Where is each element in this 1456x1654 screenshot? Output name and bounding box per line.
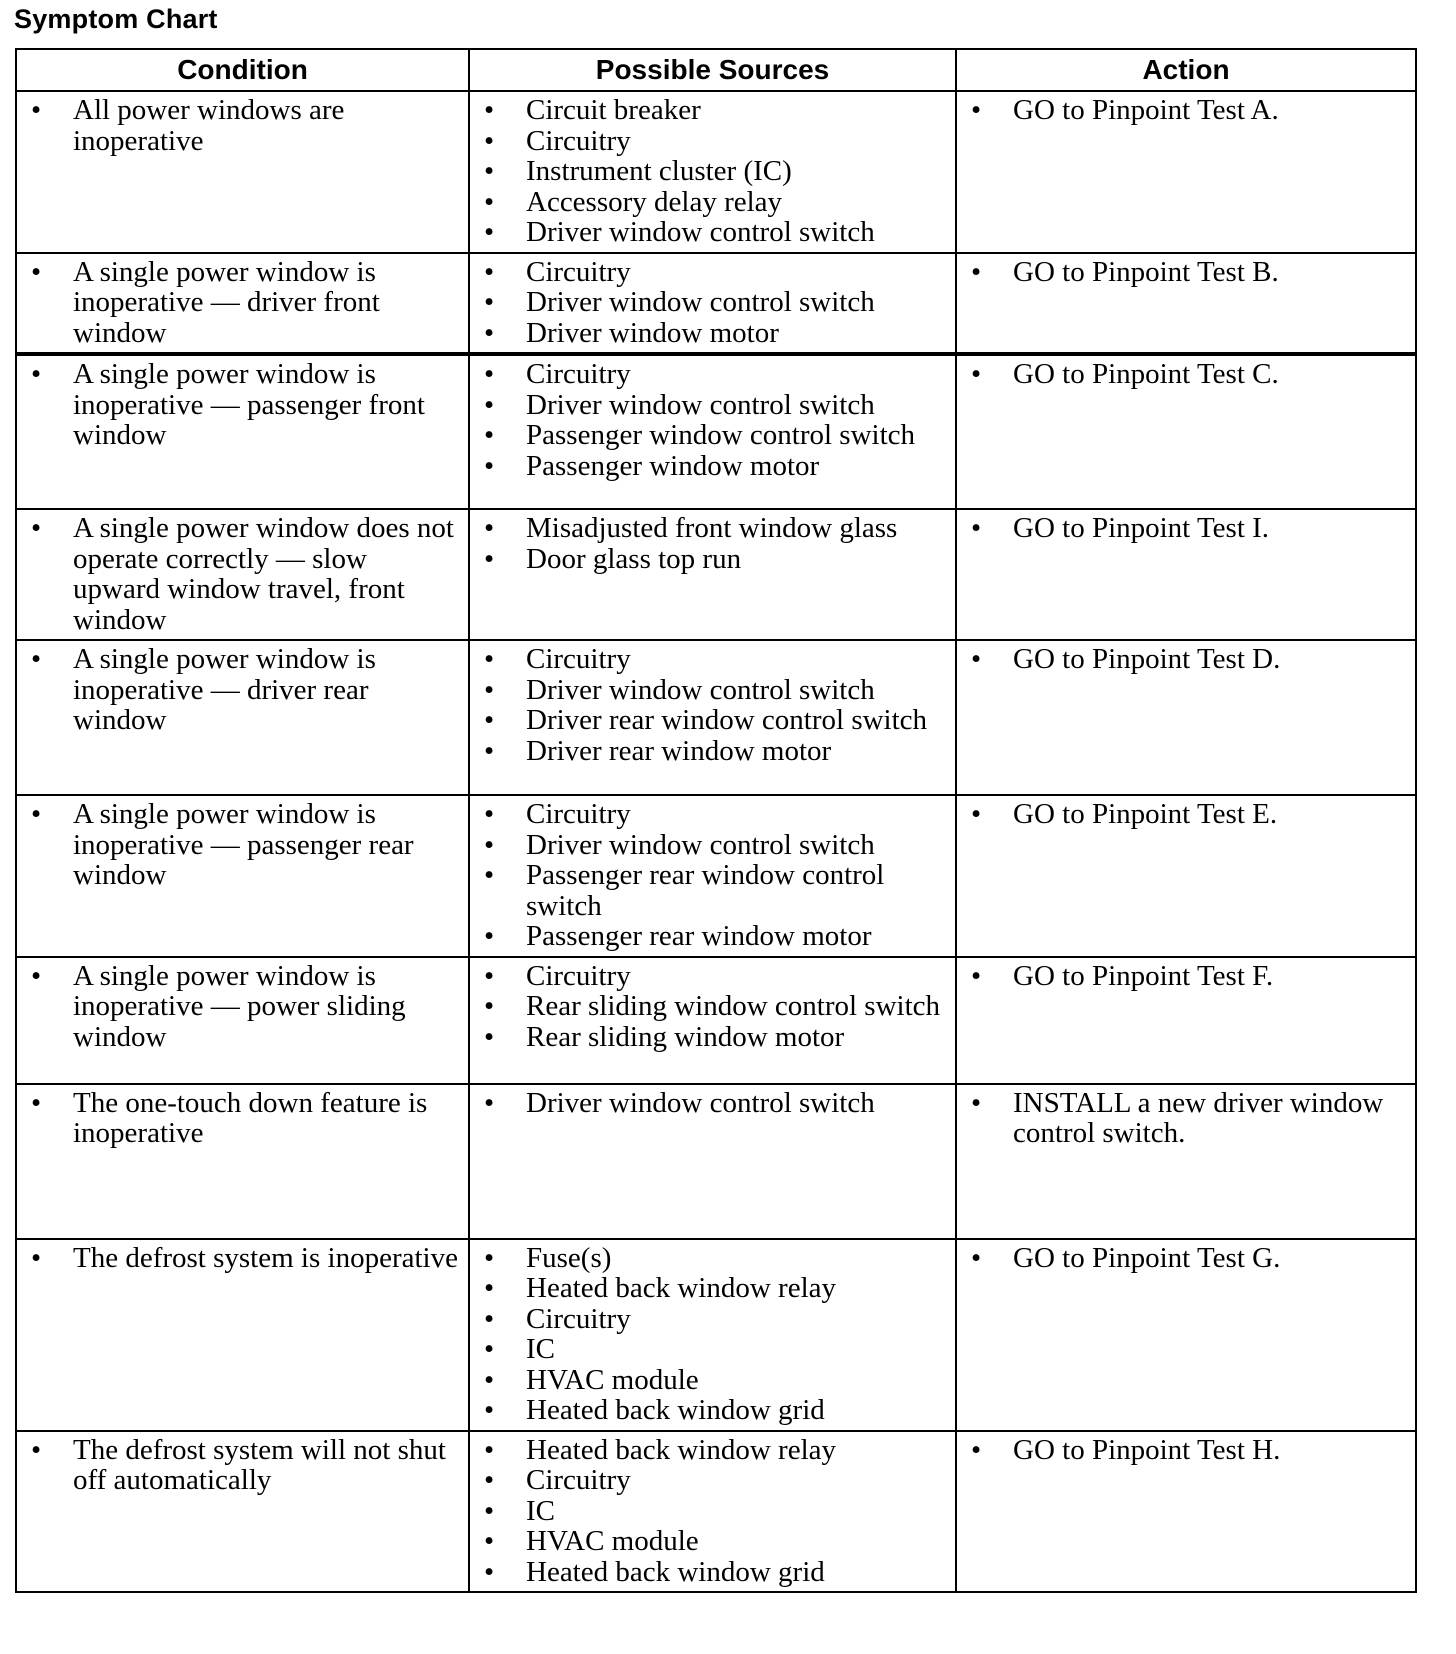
bullet-icon: • [31,1433,42,1466]
source-item [478,513,947,544]
bullet-icon: • [484,1020,495,1053]
bullet-icon: • [971,798,982,830]
action-item [965,1435,1407,1466]
source-item [478,544,947,575]
source-item [478,390,947,421]
sources-list [478,95,947,248]
bullet-icon: • [484,1525,495,1557]
source-item [478,921,947,952]
condition-list [25,95,460,156]
source-item [478,1496,947,1527]
bullet-icon: • [484,1494,495,1527]
source-item-text: Driver window control switch [526,286,875,318]
bullet-icon: • [484,959,495,992]
bullet-icon: • [971,959,982,992]
action-cell [956,795,1416,957]
bullet-icon: • [31,512,42,544]
bullet-icon: • [484,673,495,706]
condition-item [25,799,460,891]
possible-sources-cell [469,795,956,957]
bullet-icon: • [971,94,982,126]
bullet-icon: • [484,990,495,1022]
bullet-icon: • [484,1302,495,1335]
source-item-text: Driver window control switch [526,1086,875,1119]
condition-cell [16,253,469,355]
bullet-icon: • [971,643,982,675]
source-item-text: Accessory delay relay [526,185,783,218]
bullet-icon: • [31,94,42,126]
source-item-text: Heated back window grid [526,1394,825,1426]
condition-item-text: The defrost system is inoperative [73,1241,458,1274]
bullet-icon: • [484,1272,495,1304]
source-item [478,830,947,861]
condition-cell [16,1431,469,1593]
bullet-icon: • [484,704,495,736]
condition-item-text: A single power window is inoperative — driver front window [73,255,380,349]
possible-sources-cell [469,253,956,355]
table-row [16,957,1416,1084]
condition-list [25,257,460,349]
action-item-text: GO to Pinpoint Test H. [1013,1433,1281,1466]
source-item-text: Heated back window relay [526,1433,837,1466]
source-item [478,1435,947,1466]
source-item [478,420,947,451]
source-item [478,1395,947,1426]
action-item-text: INSTALL a new driver window control switch. [1013,1086,1384,1149]
condition-item [25,1088,460,1149]
bullet-icon: • [31,959,42,992]
source-item [478,675,947,706]
bullet-icon: • [484,316,495,349]
bullet-icon: • [484,419,495,451]
bullet-icon: • [484,185,495,218]
bullet-icon: • [484,1394,495,1426]
source-item [478,95,947,126]
condition-item [25,257,460,349]
sources-list [478,513,947,574]
table-row [16,795,1416,957]
source-item [478,187,947,218]
action-list [965,359,1407,390]
condition-cell [16,1239,469,1431]
source-item [478,1465,947,1496]
source-item-text: Passenger rear window control switch [526,859,885,922]
bullet-icon: • [971,1433,982,1466]
condition-cell [16,957,469,1084]
page-title: Symptom Chart [14,4,218,34]
action-item [965,799,1407,830]
condition-list [25,1243,460,1274]
action-cell [956,957,1416,1084]
action-item [965,257,1407,288]
condition-cell [16,795,469,957]
source-item-text: Circuitry [526,255,631,288]
action-item-text: GO to Pinpoint Test E. [1013,798,1278,830]
condition-list [25,799,460,891]
source-item-text: Circuitry [526,798,631,830]
condition-item-text: A single power window is inoperative — passenger front window [73,358,425,451]
action-list [965,1435,1407,1466]
condition-item-text: A single power window is inoperative — passenger rear window [73,798,414,891]
source-item-text: Driver window control switch [526,216,875,248]
condition-item [25,961,460,1053]
bullet-icon: • [484,255,495,288]
source-item [478,156,947,187]
action-cell [956,253,1416,355]
bullet-icon: • [971,512,982,544]
condition-cell [16,640,469,795]
condition-item [25,644,460,736]
source-item [478,991,947,1022]
bullet-icon: • [31,798,42,830]
source-item [478,1334,947,1365]
bullet-icon: • [484,155,495,187]
source-item-text: Rear sliding window control switch [526,990,941,1022]
table-row [16,253,1416,355]
possible-sources-cell [469,509,956,640]
action-item-text: GO to Pinpoint Test F. [1013,959,1274,992]
condition-list [25,1088,460,1149]
condition-item-text: A single power window does not operate correctly — slow upward window travel, front window [73,512,454,636]
source-item [478,217,947,248]
action-list [965,1243,1407,1274]
condition-list [25,961,460,1053]
source-item [478,287,947,318]
possible-sources-header: Possible Sources [469,49,956,91]
condition-list [25,359,460,451]
action-list [965,799,1407,830]
action-list [965,513,1407,544]
source-item-text: Passenger window motor [526,449,820,482]
condition-item [25,513,460,635]
source-item-text: Circuitry [526,124,631,157]
action-cell [956,1431,1416,1593]
possible-sources-cell [469,1239,956,1431]
source-item [478,799,947,830]
source-item [478,1365,947,1396]
bullet-icon: • [484,1555,495,1588]
bullet-icon: • [971,358,982,390]
sources-list [478,799,947,952]
action-cell [956,1084,1416,1239]
source-item-text: HVAC module [526,1525,699,1557]
sources-list [478,961,947,1053]
condition-cell [16,91,469,253]
possible-sources-cell [469,1084,956,1239]
action-cell [956,509,1416,640]
bullet-icon: • [484,798,495,830]
source-item [478,1088,947,1119]
bullet-icon: • [484,286,495,318]
source-item-text: Rear sliding window motor [526,1020,845,1053]
condition-cell [16,354,469,509]
bullet-icon: • [484,449,495,482]
source-item-text: Door glass top run [526,542,742,575]
action-item [965,1243,1407,1274]
source-item-text: Driver rear window control switch [526,704,928,736]
condition-item [25,1435,460,1496]
condition-item [25,1243,460,1274]
source-item-text: Passenger rear window motor [526,920,872,952]
source-item [478,1304,947,1335]
action-item [965,95,1407,126]
source-item-text: Driver window control switch [526,388,875,421]
header-row [16,49,1416,91]
bullet-icon: • [31,643,42,675]
table-row [16,1431,1416,1593]
action-item-text: GO to Pinpoint Test D. [1013,643,1281,675]
source-item-text: Circuitry [526,959,631,992]
bullet-icon: • [484,358,495,390]
bullet-icon: • [484,1086,495,1119]
sources-list [478,1088,947,1119]
source-item-text: Circuit breaker [526,94,701,126]
table-row [16,1239,1416,1431]
possible-sources-cell [469,91,956,253]
source-item [478,359,947,390]
condition-list [25,513,460,635]
bullet-icon: • [484,512,495,544]
source-item [478,1526,947,1557]
source-item [478,1557,947,1588]
bullet-icon: • [484,216,495,248]
action-item [965,644,1407,675]
source-item [478,1273,947,1304]
action-item-text: GO to Pinpoint Test A. [1013,94,1279,126]
bullet-icon: • [31,255,42,288]
condition-list [25,644,460,736]
bullet-icon: • [484,94,495,126]
source-item-text: Passenger window control switch [526,419,916,451]
action-list [965,95,1407,126]
source-item [478,1243,947,1274]
sources-list [478,257,947,349]
source-item [478,736,947,767]
table-row [16,1084,1416,1239]
possible-sources-cell [469,354,956,509]
condition-cell [16,1084,469,1239]
condition-header: Condition [16,49,469,91]
action-cell [956,1239,1416,1431]
bullet-icon: • [31,1241,42,1274]
source-item-text: Circuitry [526,643,631,675]
possible-sources-cell [469,640,956,795]
condition-list [25,1435,460,1496]
bullet-icon: • [484,124,495,157]
action-item [965,359,1407,390]
table-row [16,91,1416,253]
source-item-text: Driver window motor [526,316,779,349]
source-item-text: Driver window control switch [526,673,875,706]
sources-list [478,1435,947,1588]
possible-sources-cell [469,1431,956,1593]
condition-item [25,95,460,156]
source-item [478,126,947,157]
action-cell [956,91,1416,253]
bullet-icon: • [484,828,495,861]
source-item [478,961,947,992]
bullet-icon: • [484,1363,495,1396]
source-item [478,705,947,736]
bullet-icon: • [484,734,495,767]
source-item-text: IC [526,1333,555,1365]
sources-list [478,644,947,766]
bullet-icon: • [971,255,982,288]
source-item-text: Misadjusted front window glass [526,512,898,544]
action-item [965,1088,1407,1149]
condition-item-text: The defrost system will not shut off automatically [73,1433,446,1496]
condition-item-text: The one-touch down feature is inoperative [73,1086,428,1149]
bullet-icon: • [484,859,495,891]
action-item-text: GO to Pinpoint Test B. [1013,255,1279,288]
bullet-icon: • [484,643,495,675]
bullet-icon: • [31,358,42,390]
source-item-text: Instrument cluster (IC) [526,155,792,187]
bullet-icon: • [484,1333,495,1365]
source-item [478,318,947,349]
action-list [965,644,1407,675]
source-item [478,644,947,675]
action-list [965,257,1407,288]
action-list [965,961,1407,992]
action-cell [956,354,1416,509]
source-item-text: HVAC module [526,1363,699,1396]
bullet-icon: • [484,388,495,421]
source-item-text: Circuitry [526,1302,631,1335]
source-item-text: Circuitry [526,358,631,390]
source-item-text: IC [526,1494,555,1527]
bullet-icon: • [971,1086,982,1119]
symptom-chart-table [15,48,1417,1593]
condition-item-text: All power windows are inoperative [73,94,345,157]
possible-sources-cell [469,957,956,1084]
source-item-text: Driver window control switch [526,828,875,861]
source-item [478,1022,947,1053]
action-list [965,1088,1407,1149]
sources-list [478,1243,947,1426]
condition-item [25,359,460,451]
bullet-icon: • [484,542,495,575]
condition-item-text: A single power window is inoperative — power sliding window [73,959,406,1053]
source-item [478,451,947,482]
condition-item-text: A single power window is inoperative — driver rear window [73,643,376,736]
source-item-text: Heated back window grid [526,1555,825,1588]
action-item [965,513,1407,544]
bullet-icon: • [31,1086,42,1119]
action-item-text: GO to Pinpoint Test I. [1013,512,1270,544]
source-item-text: Heated back window relay [526,1272,837,1304]
table-row [16,354,1416,509]
bullet-icon: • [484,1464,495,1496]
bullet-icon: • [484,920,495,952]
action-header: Action [956,49,1416,91]
action-item-text: GO to Pinpoint Test C. [1013,358,1279,390]
source-item-text: Fuse(s) [526,1241,612,1274]
source-item-text: Driver rear window motor [526,734,832,767]
table-row [16,509,1416,640]
bullet-icon: • [971,1241,982,1274]
bullet-icon: • [484,1433,495,1466]
action-item [965,961,1407,992]
action-item-text: GO to Pinpoint Test G. [1013,1241,1281,1274]
table-body [16,91,1416,1592]
table-row [16,640,1416,795]
source-item [478,860,947,921]
bullet-icon: • [484,1241,495,1274]
condition-cell [16,509,469,640]
sources-list [478,359,947,481]
action-cell [956,640,1416,795]
source-item [478,257,947,288]
source-item-text: Circuitry [526,1464,631,1496]
